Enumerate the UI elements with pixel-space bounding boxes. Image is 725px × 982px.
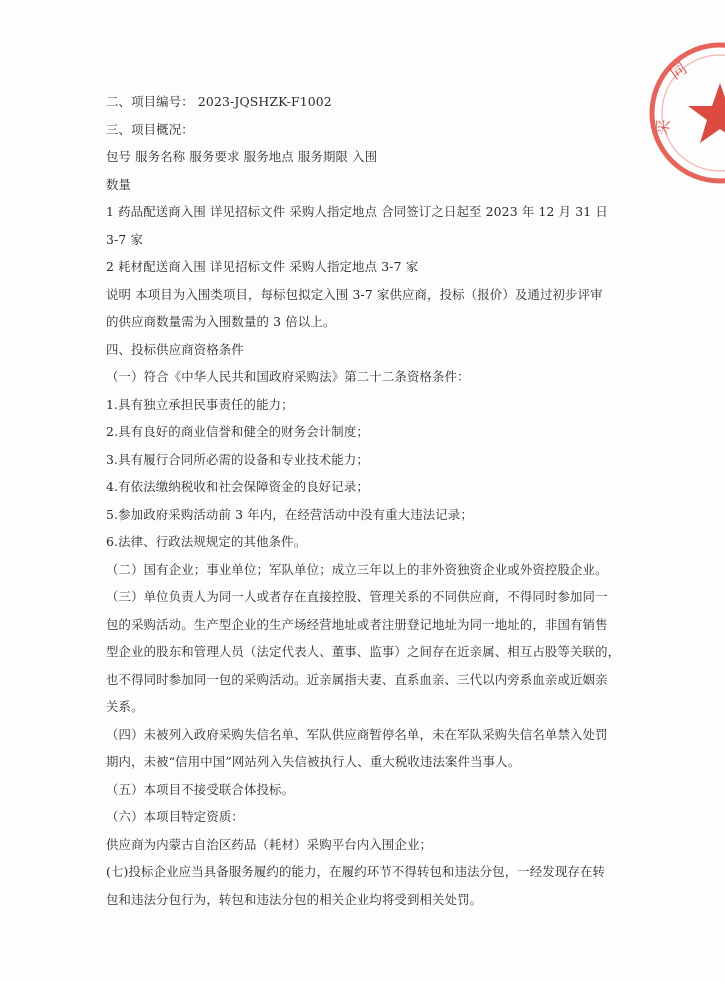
table-header-line-1: 包号 服务名称 服务要求 服务地点 服务期限 入围 <box>106 149 378 164</box>
qualification-4-line-2: 期内，未被“信用中国”网站列入失信被执行人、重大税收违法案件当事人。 <box>106 754 521 769</box>
qualification-7-line-1: (七)投标企业应当具备服务履约的能力，在履约环节不得转包和违法分包，一经发现存在转 <box>106 864 606 879</box>
qualification-1-item-4: 4.有依法缴纳税收和社会保障资金的良好记录； <box>106 479 369 494</box>
qualification-1-item-6: 6.法律、行政法规规定的其他条件。 <box>106 534 307 549</box>
qualification-2: （二）国有企业；事业单位；军队单位；成立三年以上的非外资独资企业或外资控股企业。 <box>106 561 608 577</box>
qualification-3-line-2: 包的采购活动。生产型企业的生产场经营地址或者注册登记地址为同一地址的，非国有销售 <box>106 616 608 632</box>
qualification-6: （六）本项目特定资质： <box>106 809 244 824</box>
qualification-3-line-1: （三）单位负责人为同一人或者存在直接控股、管理关系的不同供应商，不得同时参加同一 <box>106 589 608 604</box>
qualification-3-line-3: 型企业的股东和管理人员（法定代表人、董事、监事）之间存在近亲属、相互占股等关联的， <box>106 644 621 659</box>
seal-icon <box>645 38 725 188</box>
qualification-4-line-1: （四）未被列入政府采购失信名单、军队供应商暂停名单，未在军队采购失信名单禁入处罚 <box>106 726 608 742</box>
package-1-line-1: 1 药品配送商入围 详见招标文件 采购人指定地点 合同签订之日起至 2023 年 12 月 31 日 <box>106 204 608 219</box>
qualification-6-detail: 供应商为内蒙古自治区药品（耗材）采购平台内入围企业； <box>106 836 433 852</box>
qualification-3-line-4: 也不得同时参加同一包的采购活动。近亲属指夫妻、直系血亲、三代以内旁系血亲或近姻亲 <box>106 671 608 687</box>
qualification-1-item-5: 5.参加政府采购活动前 3 年内，在经营活动中没有重大违法记录； <box>106 506 473 522</box>
package-2-line: 2 耗材配送商入围 详见招标文件 采购人指定地点 3-7 家 <box>106 259 419 274</box>
qualification-1: （一）符合《中华人民共和国政府采购法》第二十二条资格条件： <box>106 369 470 384</box>
qualification-1-item-1: 1.具有独立承担民事责任的能力； <box>106 396 294 412</box>
qualification-7-line-2: 包和违法分包行为，转包和违法分包的相关企业均将受到相关处罚。 <box>106 891 483 907</box>
qualification-1-item-2: 2.具有良好的商业信誉和健全的财务会计制度； <box>106 424 369 439</box>
document-body <box>106 88 621 913</box>
qualification-1-item-3: 3.具有履行合同所必需的设备和专业技术能力； <box>106 451 369 467</box>
note-line-1: 说明 本项目为入围类项目，每标包拟定入围 3-7 家供应商，投标（报价）及通过初步评审 <box>106 286 603 302</box>
package-1-line-2: 3-7 家 <box>106 231 144 247</box>
project-number: 二、项目编号： 2023-JQSHZK-F1002 <box>106 94 332 109</box>
red-seal-stamp <box>645 38 725 188</box>
table-header-line-2: 数量 <box>106 176 132 192</box>
note-line-2: 的供应商数量需为入围数量的 3 倍以上。 <box>106 314 336 329</box>
svg-text:采: 采 <box>652 117 674 137</box>
section-heading-qualifications: 四、投标供应商资格条件 <box>106 341 244 357</box>
svg-text:同: 同 <box>666 58 691 84</box>
section-heading-overview: 三、项目概况： <box>106 121 194 137</box>
qualification-5: （五）本项目不接受联合体投标。 <box>106 781 295 797</box>
qualification-3-line-5: 关系。 <box>106 699 144 714</box>
